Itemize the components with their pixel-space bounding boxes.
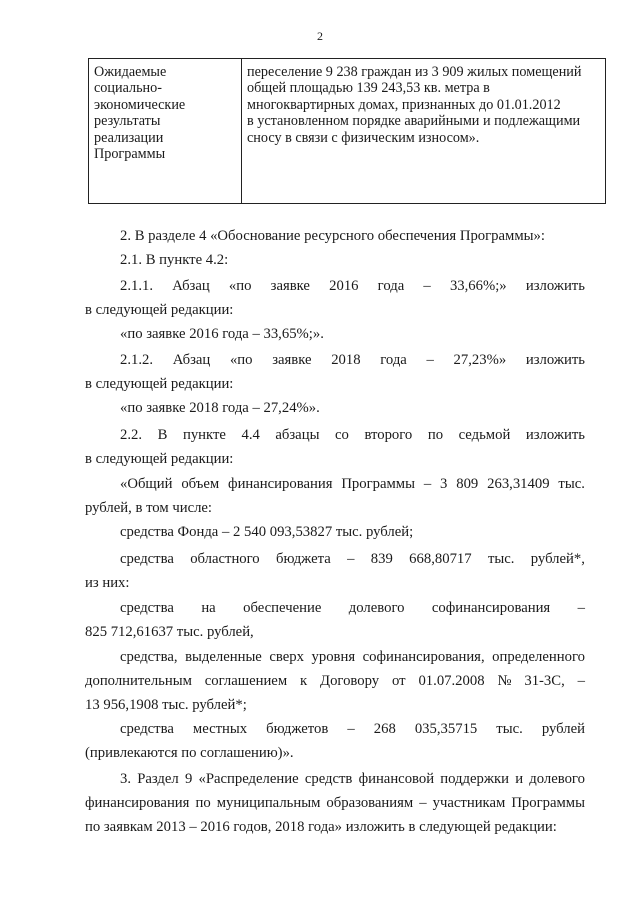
word: года bbox=[380, 352, 407, 368]
word: финансовой bbox=[358, 771, 435, 787]
word: «Распределение bbox=[198, 771, 299, 787]
paragraph-over-cofinancing bbox=[85, 647, 585, 715]
word: обеспечение bbox=[243, 600, 322, 616]
word: 33,66%;» bbox=[449, 278, 507, 294]
paragraph-text: «по заявке 2018 года – 27,24%». bbox=[120, 400, 320, 416]
word: муниципальным bbox=[216, 795, 321, 811]
paragraph-clause-2-1-2 bbox=[85, 350, 585, 394]
word: дополнительным bbox=[85, 673, 192, 689]
word: Абзац bbox=[172, 352, 211, 368]
word: местных bbox=[192, 721, 248, 737]
table-value-line: общей площадью 139 243,53 кв. метра в bbox=[247, 80, 490, 97]
word: бюджета bbox=[276, 551, 331, 567]
word: 2.2. bbox=[120, 427, 143, 443]
table-value-cell bbox=[242, 59, 605, 203]
word: 268 bbox=[373, 721, 396, 737]
table-label-line: экономические bbox=[94, 96, 186, 113]
word: тыс. bbox=[487, 551, 515, 567]
paragraph-text: рублей, в том числе: bbox=[85, 500, 213, 516]
paragraph-text: из них: bbox=[85, 575, 130, 591]
word: изложить bbox=[525, 427, 585, 443]
table-value-line: сносу в связи с физическим износом». bbox=[247, 129, 480, 146]
paragraph-text: по заявкам 2013 – 2016 годов, 2018 года» изложить в следующей редакции: bbox=[85, 819, 557, 835]
table-label-line: реализации bbox=[94, 129, 164, 146]
word: 2018 bbox=[331, 352, 361, 368]
word: рублей*, bbox=[530, 551, 585, 567]
word: года bbox=[377, 278, 405, 294]
word: средств bbox=[304, 771, 353, 787]
paragraph-text: 13 956,1908 тыс. рублей*; bbox=[85, 697, 247, 713]
word: средства bbox=[120, 600, 174, 616]
word: средства bbox=[120, 721, 174, 737]
word: к bbox=[300, 673, 308, 689]
paragraph-text: 2. В разделе 4 «Обоснование ресурсного обеспечения Программы»: bbox=[120, 228, 545, 244]
word: «Общий bbox=[120, 476, 173, 492]
word: софинансирования bbox=[431, 600, 551, 616]
word: 839 bbox=[370, 551, 393, 567]
paragraph-quote-2016 bbox=[85, 324, 585, 344]
justified-line bbox=[85, 671, 585, 695]
word: 4.4 bbox=[241, 427, 260, 443]
paragraph-clause-2-2 bbox=[85, 425, 585, 469]
paragraph-text: в следующей редакции: bbox=[85, 451, 234, 467]
justified-line bbox=[85, 474, 585, 498]
word: по bbox=[427, 427, 444, 443]
paragraph-text: 825 712,61637 тыс. рублей, bbox=[85, 624, 254, 640]
word: второго bbox=[364, 427, 413, 443]
word: – bbox=[347, 721, 355, 737]
word: средства bbox=[120, 551, 174, 567]
word: заявке bbox=[272, 352, 312, 368]
paragraph-clause-2-1 bbox=[85, 250, 585, 270]
word: тыс. bbox=[558, 476, 585, 492]
word: – bbox=[577, 600, 585, 616]
results-table bbox=[88, 58, 606, 204]
word: 263,31409 bbox=[487, 476, 550, 492]
justified-line bbox=[85, 793, 585, 817]
word: изложить bbox=[525, 278, 585, 294]
word: 3 bbox=[440, 476, 448, 492]
word: «по bbox=[228, 278, 252, 294]
justified-line bbox=[85, 350, 585, 374]
paragraph-local-budgets bbox=[85, 719, 585, 763]
word: тыс. bbox=[496, 721, 523, 737]
word: В bbox=[157, 427, 168, 443]
word: 668,80717 bbox=[409, 551, 472, 567]
paragraph-total-funding bbox=[85, 474, 585, 518]
paragraph-fund bbox=[85, 522, 585, 542]
word: – bbox=[423, 278, 431, 294]
word: образованиям bbox=[326, 795, 414, 811]
word: Программы bbox=[511, 795, 585, 811]
word: 01.07.2008 bbox=[418, 673, 485, 689]
word: и bbox=[515, 771, 524, 787]
word: со bbox=[335, 427, 349, 443]
word: изложить bbox=[525, 352, 585, 368]
word: выделенные bbox=[185, 649, 262, 665]
paragraph-text: (привлекаются по соглашению)». bbox=[85, 745, 294, 761]
word: – bbox=[347, 551, 355, 567]
word: участникам bbox=[432, 795, 506, 811]
paragraph-section-9 bbox=[85, 769, 585, 837]
paragraph-text: в следующей редакции: bbox=[85, 302, 234, 318]
word: пункте bbox=[182, 427, 226, 443]
word: Раздел bbox=[137, 771, 179, 787]
page-number: 2 bbox=[317, 29, 323, 43]
word: заявке bbox=[270, 278, 310, 294]
word: 035,35715 bbox=[414, 721, 478, 737]
word: долевого bbox=[348, 600, 405, 616]
justified-line bbox=[85, 598, 585, 622]
word: 27,23%» bbox=[453, 352, 507, 368]
word: – bbox=[426, 352, 434, 368]
paragraph-text: в следующей редакции: bbox=[85, 376, 234, 392]
paragraph-cofinancing bbox=[85, 598, 585, 642]
word: 31-3С, bbox=[524, 673, 565, 689]
word: определенного bbox=[492, 649, 585, 665]
word: соглашением bbox=[204, 673, 288, 689]
word: областного bbox=[190, 551, 260, 567]
word: объем bbox=[181, 476, 220, 492]
justified-line bbox=[85, 549, 585, 573]
word: на bbox=[201, 600, 216, 616]
word: Договору bbox=[320, 673, 380, 689]
justified-line bbox=[85, 425, 585, 449]
paragraph-regional-budget bbox=[85, 549, 585, 593]
justified-line bbox=[85, 719, 585, 743]
word: 2.1.1. bbox=[120, 278, 154, 294]
word: от bbox=[391, 673, 406, 689]
word: по bbox=[195, 795, 211, 811]
word: бюджетов bbox=[266, 721, 329, 737]
paragraph-text: 2.1. В пункте 4.2: bbox=[120, 252, 229, 268]
word: сверх bbox=[269, 649, 304, 665]
word: поддержки bbox=[440, 771, 510, 787]
table-value-line: переселение 9 238 граждан из 3 909 жилых помещений bbox=[247, 64, 582, 80]
word: рублей bbox=[541, 721, 585, 737]
word: – bbox=[577, 673, 585, 689]
table-label-cell bbox=[89, 59, 242, 203]
table-label-line: Ожидаемые bbox=[94, 64, 167, 80]
paragraph-clause-2-1-1 bbox=[85, 276, 585, 320]
word: Программы bbox=[341, 476, 415, 492]
word: софинансирования, bbox=[362, 649, 485, 665]
paragraph-text: средства Фонда – 2 540 093,53827 тыс. рублей; bbox=[120, 524, 414, 540]
paragraph-quote-2018 bbox=[85, 398, 585, 418]
justified-line bbox=[85, 276, 585, 300]
table-value-line: многоквартирных домах, признанных до 01.01.2012 bbox=[247, 96, 561, 113]
table-label-line: результаты bbox=[94, 113, 161, 130]
word: 9 bbox=[184, 771, 193, 787]
paragraph-text: «по заявке 2016 года – 33,65%;». bbox=[120, 326, 324, 342]
word: долевого bbox=[529, 771, 585, 787]
justified-line bbox=[85, 769, 585, 793]
word: седьмой bbox=[458, 427, 511, 443]
word: 2.1.2. bbox=[120, 352, 154, 368]
table-label-line: социально- bbox=[94, 80, 162, 97]
word: № bbox=[497, 673, 512, 689]
word: финансирования bbox=[85, 795, 190, 811]
table-label-line: Программы bbox=[94, 146, 166, 163]
word: – bbox=[419, 795, 427, 811]
table-value-line: в установленном порядке аварийными и подлежащими bbox=[247, 113, 581, 130]
word: Абзац bbox=[172, 278, 210, 294]
word: средства, bbox=[120, 649, 178, 665]
word: 809 bbox=[456, 476, 479, 492]
word: финансирования bbox=[228, 476, 333, 492]
word: 2016 bbox=[329, 278, 359, 294]
justified-line bbox=[85, 647, 585, 671]
word: уровня bbox=[311, 649, 356, 665]
word: – bbox=[423, 476, 432, 492]
word: 3. bbox=[120, 771, 132, 787]
paragraph-section-4 bbox=[85, 226, 585, 246]
word: «по bbox=[229, 352, 253, 368]
word: абзацы bbox=[275, 427, 320, 443]
